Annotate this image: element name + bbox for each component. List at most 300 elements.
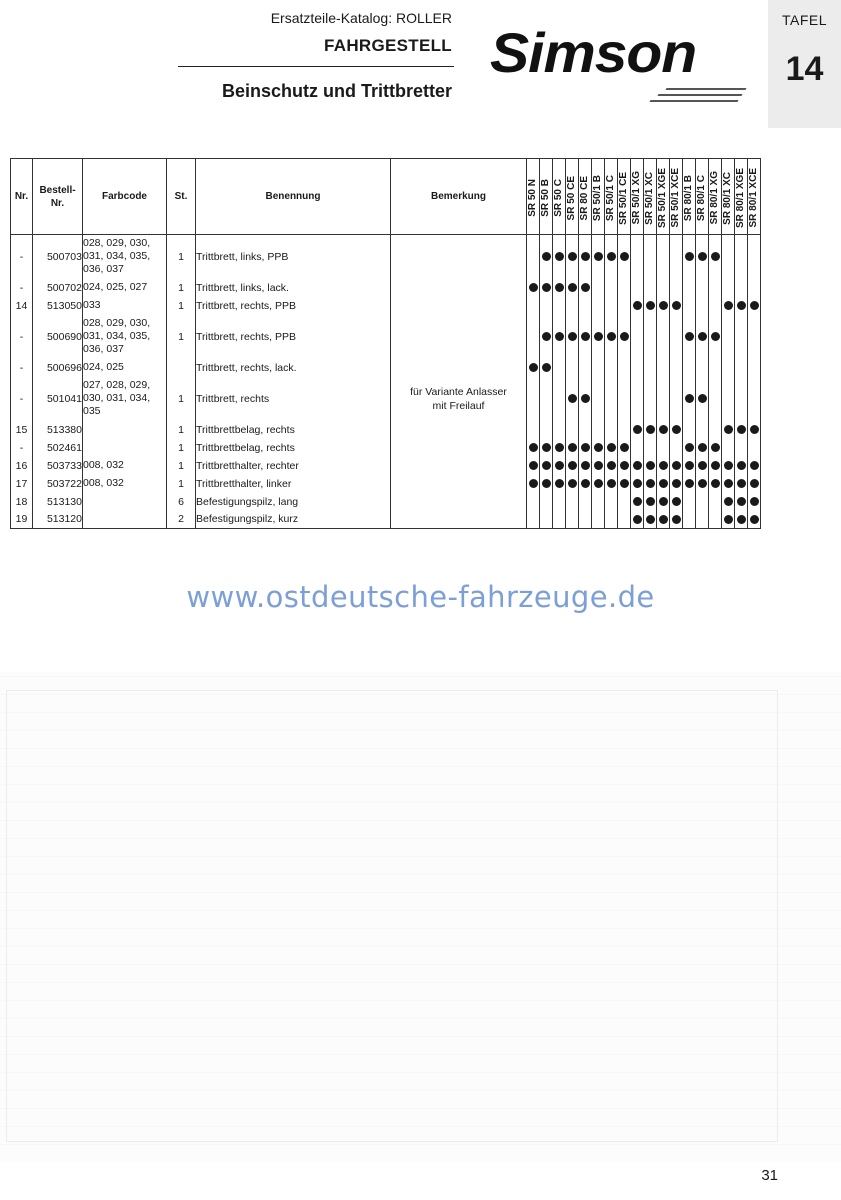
model-fit-cell	[527, 511, 540, 529]
model-fit-cell	[566, 439, 579, 457]
cell-benennung: Trittbrett, rechts, PPB	[196, 297, 391, 315]
fit-dot-icon	[581, 461, 590, 470]
cell-farbcode	[83, 439, 167, 457]
model-fit-cell	[696, 235, 709, 279]
model-fit-cell	[592, 297, 605, 315]
fit-dot-icon	[581, 252, 590, 261]
fit-dot-icon	[672, 497, 681, 506]
model-fit-cell	[670, 279, 683, 297]
model-fit-cell	[618, 421, 631, 439]
model-fit-cell	[722, 297, 735, 315]
model-fit-cell	[592, 359, 605, 377]
cell-nr: 18	[11, 493, 33, 511]
model-fit-cell	[631, 297, 644, 315]
model-fit-cell	[566, 421, 579, 439]
bleed-through-frame	[6, 690, 778, 1142]
model-fit-cell	[696, 439, 709, 457]
model-fit-cell	[657, 475, 670, 493]
model-fit-cell	[683, 493, 696, 511]
cell-bestell-nr: 502461	[33, 439, 83, 457]
model-fit-cell	[566, 235, 579, 279]
tafel-box	[768, 0, 841, 128]
fit-dot-icon	[646, 497, 655, 506]
table-row	[11, 421, 761, 439]
header-rule	[178, 66, 454, 67]
model-fit-cell	[527, 457, 540, 475]
fit-dot-icon	[633, 425, 642, 434]
table-row	[11, 511, 761, 529]
model-fit-cell	[657, 279, 670, 297]
col-header-model	[657, 159, 670, 235]
model-fit-cell	[670, 475, 683, 493]
fit-dot-icon	[685, 479, 694, 488]
model-fit-cell	[657, 439, 670, 457]
model-fit-cell	[657, 359, 670, 377]
cell-farbcode: 008, 032	[83, 475, 167, 493]
model-fit-cell	[657, 235, 670, 279]
fit-dot-icon	[581, 394, 590, 403]
model-fit-cell	[566, 359, 579, 377]
model-fit-cell	[579, 421, 592, 439]
cell-stueck: 1	[167, 421, 196, 439]
model-fit-cell	[709, 235, 722, 279]
model-fit-cell	[527, 439, 540, 457]
model-fit-cell	[735, 439, 748, 457]
model-fit-cell	[592, 511, 605, 529]
model-label: SR 80 CE	[579, 175, 590, 221]
fit-dot-icon	[620, 252, 629, 261]
model-fit-cell	[592, 235, 605, 279]
fit-dot-icon	[529, 443, 538, 452]
model-fit-cell	[605, 475, 618, 493]
model-fit-cell	[735, 279, 748, 297]
model-fit-cell	[644, 279, 657, 297]
model-fit-cell	[748, 235, 761, 279]
cell-stueck: 2	[167, 511, 196, 529]
fit-dot-icon	[724, 479, 733, 488]
fit-dot-icon	[607, 479, 616, 488]
model-fit-cell	[748, 493, 761, 511]
cell-farbcode: 028, 029, 030, 031, 034, 035, 036, 037	[83, 315, 167, 359]
col-header-model	[553, 159, 566, 235]
model-fit-cell	[683, 439, 696, 457]
fit-dot-icon	[750, 425, 759, 434]
model-fit-cell	[709, 457, 722, 475]
fit-dot-icon	[542, 363, 551, 372]
fit-dot-icon	[737, 425, 746, 434]
table-row	[11, 493, 761, 511]
cell-farbcode: 024, 025	[83, 359, 167, 377]
model-fit-cell	[605, 279, 618, 297]
model-fit-cell	[631, 377, 644, 421]
fit-dot-icon	[581, 479, 590, 488]
fit-dot-icon	[568, 283, 577, 292]
model-fit-cell	[670, 457, 683, 475]
col-header-model	[696, 159, 709, 235]
fit-dot-icon	[750, 515, 759, 524]
fit-dot-icon	[594, 443, 603, 452]
model-fit-cell	[631, 421, 644, 439]
model-fit-cell	[696, 475, 709, 493]
model-fit-cell	[722, 315, 735, 359]
model-fit-cell	[644, 439, 657, 457]
model-fit-cell	[683, 359, 696, 377]
model-fit-cell	[748, 359, 761, 377]
fit-dot-icon	[594, 479, 603, 488]
model-fit-cell	[566, 457, 579, 475]
model-fit-cell	[618, 279, 631, 297]
model-fit-cell	[644, 377, 657, 421]
cell-stueck: 1	[167, 315, 196, 359]
fit-dot-icon	[698, 394, 707, 403]
model-fit-cell	[696, 457, 709, 475]
model-fit-cell	[553, 511, 566, 529]
brand-wordmark: Simson	[490, 21, 697, 84]
model-fit-cell	[553, 457, 566, 475]
table-row	[11, 279, 761, 297]
model-fit-cell	[527, 315, 540, 359]
cell-nr: 19	[11, 511, 33, 529]
model-fit-cell	[748, 439, 761, 457]
fit-dot-icon	[724, 425, 733, 434]
model-fit-cell	[579, 235, 592, 279]
model-fit-cell	[605, 297, 618, 315]
model-label: SR 50/1 XCE	[670, 168, 681, 228]
fit-dot-icon	[737, 479, 746, 488]
model-fit-cell	[748, 377, 761, 421]
model-label: SR 50 N	[527, 179, 538, 217]
model-fit-cell	[722, 359, 735, 377]
fit-dot-icon	[659, 425, 668, 434]
model-label: SR 80/1 XCE	[748, 168, 759, 228]
cell-bestell-nr: 503733	[33, 457, 83, 475]
model-fit-cell	[527, 475, 540, 493]
model-fit-cell	[748, 421, 761, 439]
model-fit-cell	[540, 297, 553, 315]
model-fit-cell	[605, 315, 618, 359]
catalog-title: Ersatzteile-Katalog: ROLLER	[270, 10, 452, 26]
model-fit-cell	[735, 493, 748, 511]
model-fit-cell	[709, 421, 722, 439]
model-fit-cell	[553, 421, 566, 439]
col-header-model	[683, 159, 696, 235]
model-fit-cell	[553, 359, 566, 377]
fit-dot-icon	[581, 443, 590, 452]
model-fit-cell	[592, 439, 605, 457]
cell-stueck: 1	[167, 297, 196, 315]
fit-dot-icon	[659, 461, 668, 470]
fit-dot-icon	[542, 283, 551, 292]
model-fit-cell	[605, 235, 618, 279]
model-fit-cell	[696, 297, 709, 315]
cell-nr: 17	[11, 475, 33, 493]
model-fit-cell	[527, 377, 540, 421]
table-row	[11, 457, 761, 475]
model-fit-cell	[579, 439, 592, 457]
fit-dot-icon	[724, 515, 733, 524]
model-fit-cell	[657, 511, 670, 529]
model-fit-cell	[553, 439, 566, 457]
model-fit-cell	[696, 421, 709, 439]
cell-benennung: Befestigungspilz, kurz	[196, 511, 391, 529]
cell-nr: -	[11, 377, 33, 421]
model-fit-cell	[683, 279, 696, 297]
fit-dot-icon	[737, 301, 746, 310]
model-fit-cell	[553, 377, 566, 421]
fit-dot-icon	[620, 479, 629, 488]
fit-dot-icon	[581, 332, 590, 341]
model-fit-cell	[709, 439, 722, 457]
model-fit-cell	[657, 377, 670, 421]
model-fit-cell	[696, 511, 709, 529]
model-fit-cell	[540, 475, 553, 493]
model-fit-cell	[644, 421, 657, 439]
col-header-model	[579, 159, 592, 235]
model-fit-cell	[670, 493, 683, 511]
fit-dot-icon	[698, 332, 707, 341]
fit-dot-icon	[672, 461, 681, 470]
model-fit-cell	[631, 511, 644, 529]
model-label: SR 50/1 C	[605, 174, 616, 222]
cell-bemerkung	[391, 511, 527, 529]
model-fit-cell	[553, 493, 566, 511]
table-row	[11, 377, 761, 421]
model-fit-cell	[657, 297, 670, 315]
cell-bemerkung	[391, 359, 527, 377]
model-fit-cell	[527, 421, 540, 439]
cell-bemerkung	[391, 475, 527, 493]
model-fit-cell	[709, 297, 722, 315]
fit-dot-icon	[685, 252, 694, 261]
fit-dot-icon	[529, 479, 538, 488]
model-fit-cell	[748, 297, 761, 315]
page-number: 31	[761, 1167, 778, 1184]
fit-dot-icon	[724, 461, 733, 470]
tafel-number: 14	[785, 50, 824, 88]
cell-benennung: Trittbretthalter, rechter	[196, 457, 391, 475]
fit-dot-icon	[542, 252, 551, 261]
cell-bemerkung	[391, 297, 527, 315]
model-fit-cell	[618, 377, 631, 421]
model-fit-cell	[631, 315, 644, 359]
cell-nr: -	[11, 439, 33, 457]
col-header-farbcode: Farbcode	[83, 159, 167, 235]
cell-nr: -	[11, 235, 33, 279]
model-fit-cell	[735, 421, 748, 439]
fit-dot-icon	[724, 497, 733, 506]
col-header-model	[618, 159, 631, 235]
col-header-model	[605, 159, 618, 235]
fit-dot-icon	[607, 252, 616, 261]
fit-dot-icon	[620, 332, 629, 341]
cell-benennung: Befestigungspilz, lang	[196, 493, 391, 511]
model-label: SR 80/1 XC	[722, 171, 733, 225]
fit-dot-icon	[620, 461, 629, 470]
cell-benennung: Trittbrett, links, PPB	[196, 235, 391, 279]
model-fit-cell	[618, 315, 631, 359]
model-label: SR 80/1 C	[696, 174, 707, 222]
fit-dot-icon	[737, 461, 746, 470]
model-fit-cell	[722, 457, 735, 475]
model-fit-cell	[605, 377, 618, 421]
fit-dot-icon	[698, 252, 707, 261]
cell-farbcode	[83, 421, 167, 439]
section-title: FAHRGESTELL	[324, 36, 452, 55]
model-fit-cell	[540, 511, 553, 529]
model-fit-cell	[735, 315, 748, 359]
simson-logo	[486, 14, 756, 104]
model-label: SR 50 C	[553, 179, 564, 217]
col-header-nr: Nr.	[11, 159, 33, 235]
model-fit-cell	[618, 297, 631, 315]
fit-dot-icon	[620, 443, 629, 452]
model-fit-cell	[644, 297, 657, 315]
cell-bemerkung	[391, 235, 527, 279]
model-fit-cell	[540, 493, 553, 511]
model-fit-cell	[670, 235, 683, 279]
fit-dot-icon	[659, 497, 668, 506]
model-fit-cell	[670, 511, 683, 529]
fit-dot-icon	[659, 515, 668, 524]
col-header-model	[631, 159, 644, 235]
cell-farbcode	[83, 511, 167, 529]
fit-dot-icon	[698, 461, 707, 470]
cell-stueck	[167, 359, 196, 377]
fit-dot-icon	[711, 252, 720, 261]
model-fit-cell	[618, 511, 631, 529]
model-label: SR 50/1 XG	[631, 171, 642, 225]
model-fit-cell	[696, 359, 709, 377]
fit-dot-icon	[607, 332, 616, 341]
fit-dot-icon	[672, 425, 681, 434]
cell-farbcode: 027, 028, 029, 030, 031, 034, 035	[83, 377, 167, 421]
model-fit-cell	[683, 235, 696, 279]
model-fit-cell	[683, 475, 696, 493]
col-header-model	[644, 159, 657, 235]
cell-nr: 14	[11, 297, 33, 315]
cell-bestell-nr: 500703	[33, 235, 83, 279]
table-row	[11, 297, 761, 315]
fit-dot-icon	[711, 443, 720, 452]
model-fit-cell	[631, 493, 644, 511]
model-fit-cell	[618, 475, 631, 493]
cell-farbcode: 024, 025, 027	[83, 279, 167, 297]
fit-dot-icon	[555, 443, 564, 452]
cell-bestell-nr: 513130	[33, 493, 83, 511]
model-fit-cell	[592, 377, 605, 421]
fit-dot-icon	[581, 283, 590, 292]
fit-dot-icon	[659, 301, 668, 310]
fit-dot-icon	[685, 332, 694, 341]
cell-nr: -	[11, 315, 33, 359]
col-header-model	[670, 159, 683, 235]
fit-dot-icon	[542, 461, 551, 470]
fit-dot-icon	[659, 479, 668, 488]
model-fit-cell	[540, 359, 553, 377]
cell-farbcode: 008, 032	[83, 457, 167, 475]
model-fit-cell	[696, 279, 709, 297]
fit-dot-icon	[633, 461, 642, 470]
model-fit-cell	[683, 457, 696, 475]
cell-farbcode: 033	[83, 297, 167, 315]
table-row	[11, 235, 761, 279]
model-fit-cell	[735, 377, 748, 421]
fit-dot-icon	[711, 461, 720, 470]
model-label: SR 50/1 B	[592, 174, 603, 222]
model-fit-cell	[722, 235, 735, 279]
model-fit-cell	[592, 421, 605, 439]
fit-dot-icon	[672, 479, 681, 488]
cell-bestell-nr: 513380	[33, 421, 83, 439]
col-header-model	[527, 159, 540, 235]
model-fit-cell	[631, 457, 644, 475]
fit-dot-icon	[607, 443, 616, 452]
fit-dot-icon	[542, 332, 551, 341]
model-fit-cell	[605, 511, 618, 529]
model-fit-cell	[566, 297, 579, 315]
table-row	[11, 439, 761, 457]
model-fit-cell	[644, 315, 657, 359]
model-fit-cell	[683, 377, 696, 421]
cell-stueck: 6	[167, 493, 196, 511]
model-fit-cell	[683, 315, 696, 359]
model-fit-cell	[722, 493, 735, 511]
model-fit-cell	[631, 279, 644, 297]
model-fit-cell	[566, 315, 579, 359]
model-label: SR 50/1 CE	[618, 171, 629, 225]
fit-dot-icon	[555, 479, 564, 488]
cell-benennung: Trittbrettbelag, rechts	[196, 439, 391, 457]
model-fit-cell	[631, 439, 644, 457]
model-fit-cell	[722, 421, 735, 439]
fit-dot-icon	[750, 301, 759, 310]
table-row	[11, 359, 761, 377]
cell-bemerkung: für Variante Anlasser mit Freilauf	[391, 377, 527, 421]
cell-stueck: 1	[167, 377, 196, 421]
fit-dot-icon	[672, 301, 681, 310]
fit-dot-icon	[555, 283, 564, 292]
fit-dot-icon	[646, 425, 655, 434]
model-fit-cell	[670, 315, 683, 359]
model-fit-cell	[748, 475, 761, 493]
model-fit-cell	[722, 475, 735, 493]
model-fit-cell	[709, 493, 722, 511]
model-fit-cell	[709, 475, 722, 493]
cell-bemerkung	[391, 493, 527, 511]
model-label: SR 50/1 XC	[644, 171, 655, 225]
model-fit-cell	[670, 359, 683, 377]
fit-dot-icon	[542, 479, 551, 488]
model-label: SR 50 CE	[566, 175, 577, 221]
cell-farbcode: 028, 029, 030, 031, 034, 035, 036, 037	[83, 235, 167, 279]
cell-benennung: Trittbrettbelag, rechts	[196, 421, 391, 439]
model-fit-cell	[566, 493, 579, 511]
fit-dot-icon	[685, 394, 694, 403]
fit-dot-icon	[750, 497, 759, 506]
model-fit-cell	[709, 359, 722, 377]
model-fit-cell	[579, 279, 592, 297]
cell-stueck: 1	[167, 235, 196, 279]
fit-dot-icon	[529, 461, 538, 470]
cell-bestell-nr: 503722	[33, 475, 83, 493]
fit-dot-icon	[685, 443, 694, 452]
col-header-bemerkung: Bemerkung	[391, 159, 527, 235]
model-fit-cell	[540, 439, 553, 457]
model-fit-cell	[579, 377, 592, 421]
fit-dot-icon	[646, 479, 655, 488]
fit-dot-icon	[568, 443, 577, 452]
model-fit-cell	[592, 493, 605, 511]
